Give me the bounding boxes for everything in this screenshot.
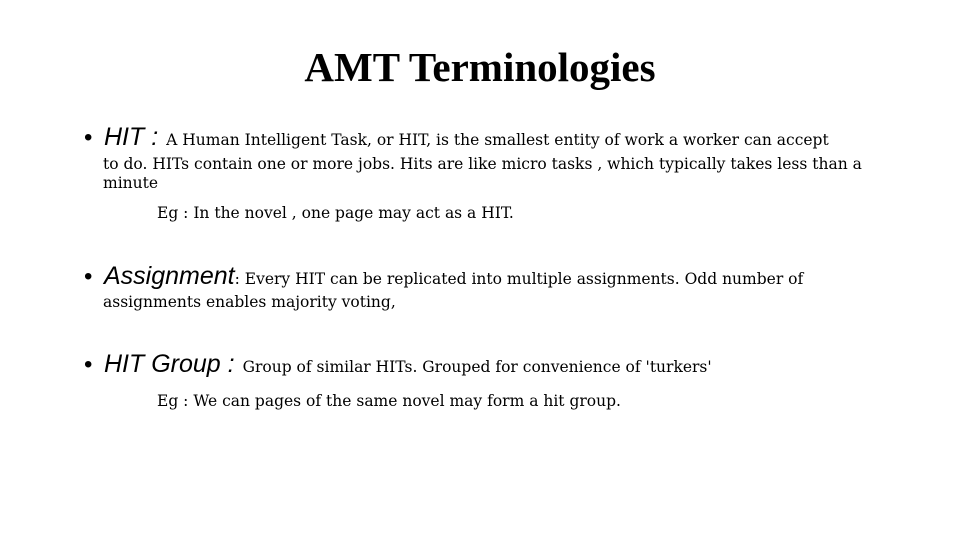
bullet-dot-icon: • bbox=[84, 351, 93, 378]
bullet-hit-group bbox=[84, 350, 712, 379]
bullet-dot-icon: • bbox=[84, 124, 93, 151]
assignment-definition-line-1: : Every HIT can be replicated into multiple assignments. Odd number of bbox=[234, 270, 804, 288]
bullet-hit bbox=[84, 123, 829, 152]
bullet-assignment bbox=[84, 262, 803, 291]
hit-group-definition-line-1: Group of similar HITs. Grouped for convenience of 'turkers' bbox=[242, 358, 712, 376]
term-assignment: Assignment bbox=[104, 262, 235, 290]
assignment-definition-line-2: assignments enables majority voting, bbox=[103, 293, 396, 311]
term-hit-group: HIT Group : bbox=[104, 350, 235, 378]
hit-definition-line-3: minute bbox=[103, 174, 159, 192]
hit-group-example: Eg : We can pages of the same novel may form a hit group. bbox=[157, 392, 621, 410]
hit-definition-line-2: to do. HITs contain one or more jobs. Hits are like micro tasks , which typically takes less than a bbox=[103, 155, 862, 173]
slide-title: AMT Terminologies bbox=[304, 44, 656, 90]
term-hit: HIT : bbox=[104, 123, 159, 151]
hit-example: Eg : In the novel , one page may act as a HIT. bbox=[157, 204, 514, 222]
bullet-dot-icon: • bbox=[84, 263, 93, 290]
hit-definition-line-1: A Human Intelligent Task, or HIT, is the smallest entity of work a worker can accept bbox=[166, 131, 829, 149]
